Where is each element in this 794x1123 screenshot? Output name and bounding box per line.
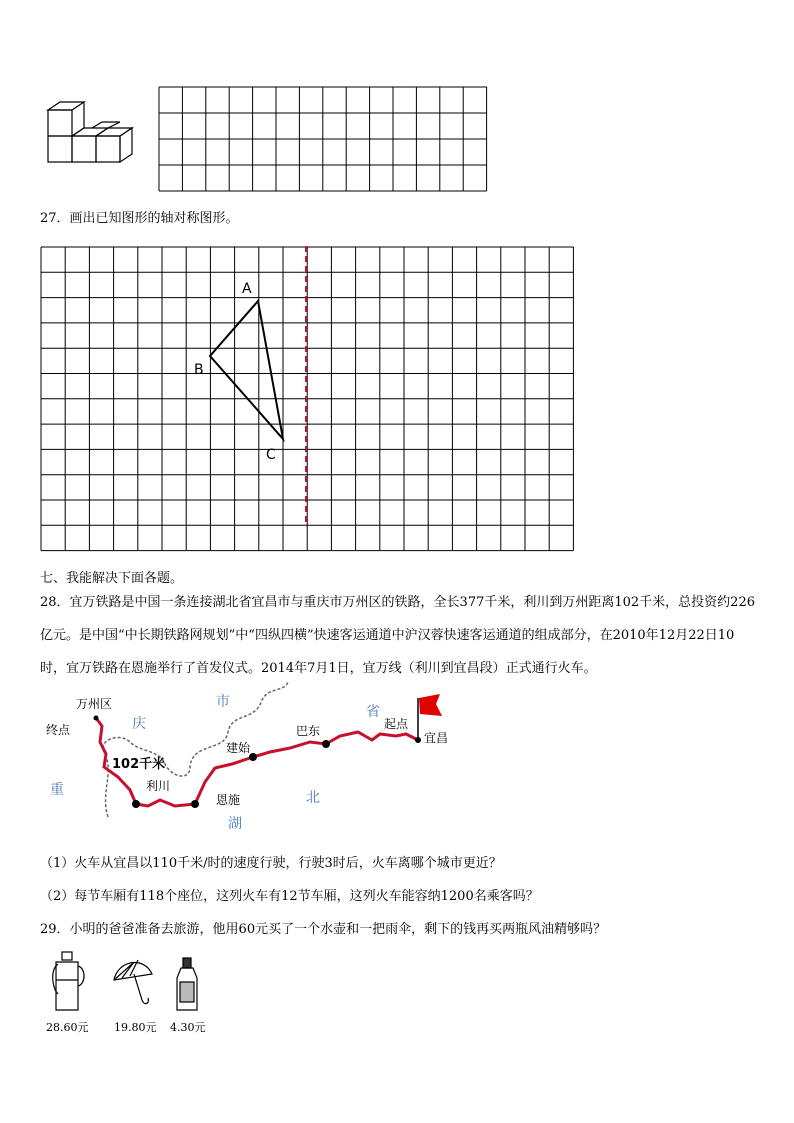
map-label-badong: 巴东 — [296, 724, 321, 738]
map-label-enshi: 恩施 — [216, 793, 241, 807]
map-label-bei: 北 — [306, 790, 320, 806]
symmetry-grid — [40, 246, 574, 552]
map-label-zhong: 重 — [50, 782, 64, 798]
question-27: 27．画出已知图形的轴对称图形。 — [40, 211, 239, 226]
map-label-hu: 湖 — [228, 816, 242, 832]
kettle-icon — [48, 950, 88, 1016]
station-jianshi — [249, 753, 257, 761]
map-label-end: 终点 — [46, 723, 71, 737]
price-kettle: 28.60元 — [46, 1021, 89, 1034]
price-oil: 4.30元 — [170, 1021, 206, 1034]
station-wanzhou — [94, 716, 99, 721]
oil-bottle-icon — [172, 956, 202, 1014]
question-28-part-1: （1）火车从宜昌以110千米/时的速度行驶，行驶3时后，火车离哪个城市更近？ — [40, 856, 502, 871]
grid-top — [158, 86, 488, 192]
price-umbrella: 19.80元 — [114, 1021, 157, 1034]
cube-figure — [44, 98, 136, 168]
map-label-wanzhou: 万州区 — [76, 697, 113, 711]
map-label-yichang: 宜昌 — [424, 731, 449, 745]
point-c-label: C — [266, 447, 276, 463]
map-label-qing: 庆 — [132, 716, 146, 732]
province-border — [103, 682, 288, 817]
section-title: 七、我能解决下面各题。 — [40, 571, 184, 586]
map-label-jianshi: 建始 — [226, 741, 251, 755]
map-label-distance: 102千米 — [112, 757, 166, 772]
railway-map — [40, 682, 480, 842]
question-28: 28．宜万铁路是中国一条连接湖北省宜昌市与重庆市万州区的铁路，全长377千米，利川到万州距离102千米，总投资约226亿元。是中国“中长期铁路网规划”中“四纵四横”快速客运通道中沪汉蓉快速客运通道的组成部分，在2010年12月22日10时，宜万铁路在恩施举行了首发仪式。2014年7月1日，宜万线（利川到宜昌段）正式通行火车。 — [40, 595, 755, 676]
station-yichang — [415, 737, 421, 743]
map-label-start: 起点 — [384, 717, 409, 731]
station-badong — [322, 740, 330, 748]
question-28-part-2: （2）每节车厢有118个座位，这列火车有12节车厢，这列火车能容纳1200名乘客吗？ — [40, 889, 539, 904]
point-b-label: B — [194, 362, 204, 378]
map-label-sheng: 省 — [366, 704, 380, 720]
map-label-shi: 市 — [216, 694, 230, 710]
question-29: 29．小明的爸爸准备去旅游，他用60元买了一个水壶和一把雨伞，剩下的钱再买两瓶风油精够吗？ — [40, 922, 607, 937]
flag-icon — [419, 694, 442, 716]
station-lichuan — [132, 800, 140, 808]
point-a-label: A — [242, 281, 252, 297]
triangle-abc — [210, 301, 283, 439]
umbrella-icon — [110, 954, 156, 1010]
map-label-lichuan: 利川 — [146, 779, 171, 793]
station-enshi — [191, 800, 199, 808]
